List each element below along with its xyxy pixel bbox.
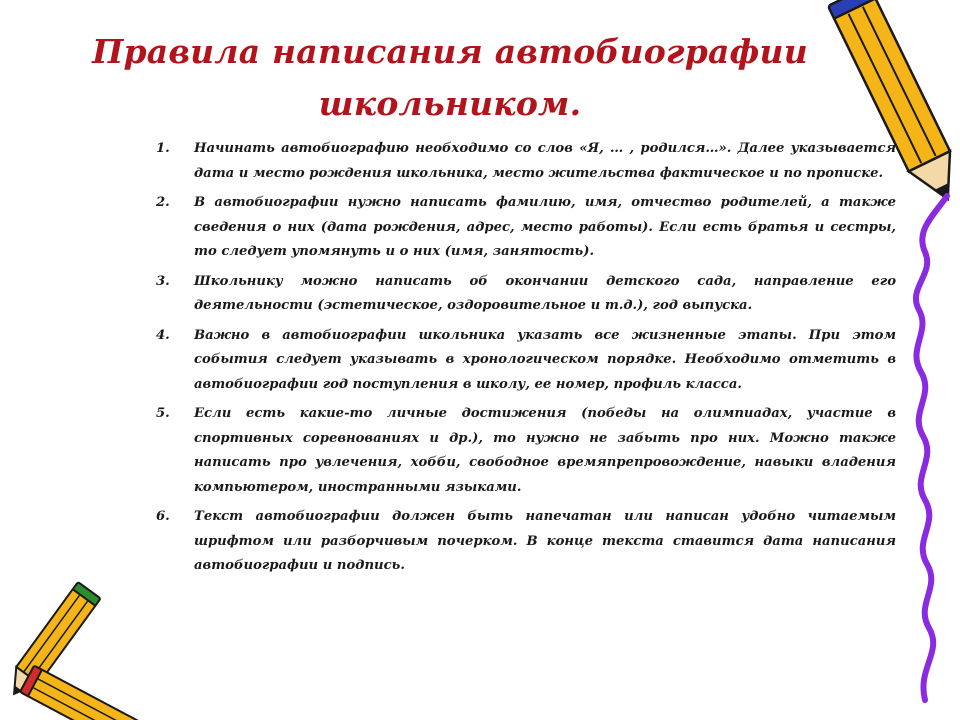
rule-text: Если есть какие-то личные достижения (победы на олимпиадах, участие в спортивных соревнованиях и др.), то нужно не забыть про них. Можно также написать про увлечения, хобби, свободное времяпрепровождение, навыки владения компьютером, иностранными языками. (194, 406, 896, 495)
rule-item (156, 505, 896, 579)
crossed-pencils-icon (0, 580, 200, 720)
rule-text: Важно в автобиографии школьника указать все жизненные этапы. При этом события следует указывать в хронологическом порядке. Необходимо отметить в автобиографии год поступления в школу, ее номер, профиль класса. (194, 327, 896, 392)
rule-text: Текст автобиографии должен быть напечатан или написан удобно читаемым шрифтом или разборчивым почерком. В конце текста ставится дата написания автобиографии и подпись. (194, 509, 896, 573)
pencil-body (834, 0, 950, 171)
slide-title (90, 26, 810, 130)
rule-number: 1. (156, 141, 170, 156)
rule-text: В автобиографии нужно написать фамилию, имя, отчество родителей, а также сведения о них (дата рождения, адрес, место работы). Если есть братья и сестры, то следует упомянуть и о них (имя, занятость). (194, 195, 896, 259)
rule-item (156, 324, 896, 398)
rule-item (156, 270, 896, 319)
rule-item (156, 191, 896, 265)
rule-text: Начинать автобиографию необходимо со слов «Я, … , родился…». Далее указывается дата и место рождения школьника, место жительства фактическое и по прописке. (194, 141, 896, 181)
rule-number: 3. (156, 273, 170, 289)
slide-title-line-2: школьником. (318, 84, 582, 123)
rule-number: 2. (156, 195, 170, 210)
rule-number: 6. (156, 509, 170, 524)
rule-text: Школьнику можно написать об окончании детского сада, направление его деятельности (эстетическое, оздоровительное и т.д.), год выпуска. (194, 273, 896, 313)
rule-item (156, 137, 896, 186)
rule-item (156, 402, 896, 500)
rule-number: 4. (156, 327, 170, 343)
squiggle-line-icon (895, 190, 960, 710)
slide-title-line-1: Правила написания автобиографии (92, 32, 808, 71)
rule-number: 5. (156, 406, 170, 421)
rules-list (156, 137, 896, 584)
squiggle-path (916, 196, 947, 700)
